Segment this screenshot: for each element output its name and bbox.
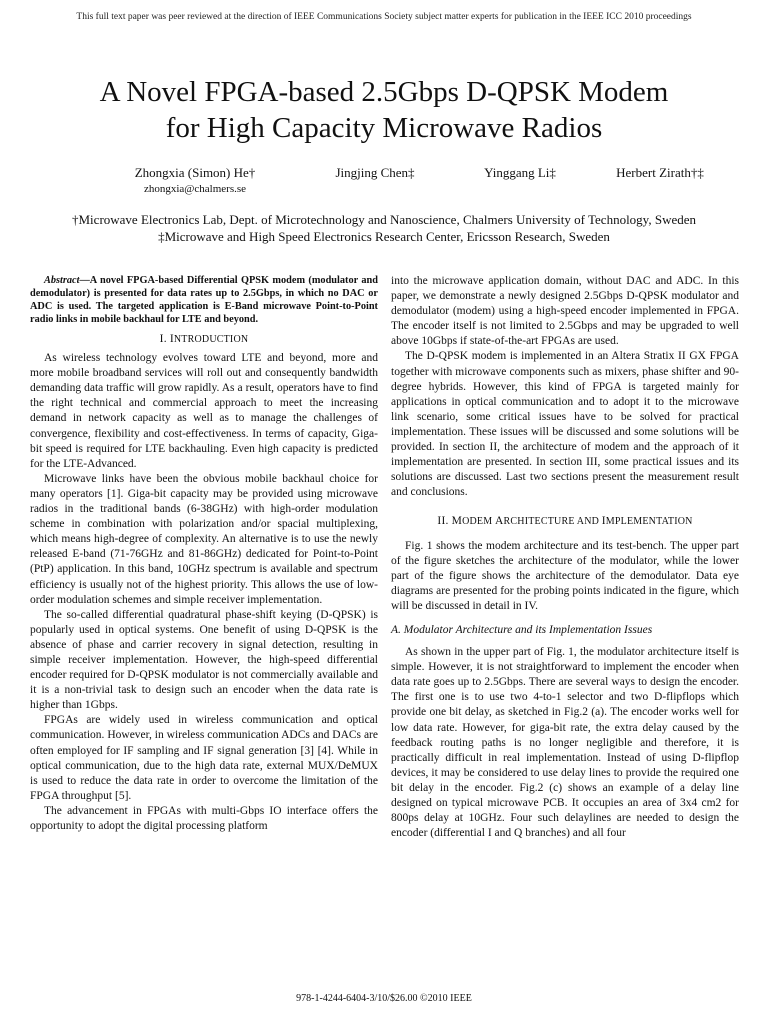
author-email: zhongxia@chalmers.se [143, 183, 247, 195]
right-column [391, 274, 739, 841]
author-list [0, 164, 768, 204]
paragraph: Fig. 1 shows the modem architecture and its test-bench. The upper part of the figure sketches the architecture of the modulator, while the lower part of the figure shows the architecture of the demodulator. Data eye diagrams are presented for the probing points indicated in the figure, which will be discussed in detail in IV. [391, 539, 739, 612]
paragraph: As shown in the upper part of Fig. 1, the modulator architecture itself is simple. However, it is not straightforward to implement the encoder when data rate goes up to 2.5Gbps. There are several ways to design the encoder. The first one is to use two 4-to-1 selector and two D-flipflops which provide one bit delay, as sketched in Fig.2 (a). The encoder works well for low data rate. However, for giga-bit rate, the extra delay caused by the feedback routing paths is no longer negligible and therefore, it is practically difficult in real implementation. Instead of using D-flipflop devices, it may be considered to use delay lines to provide the required one bit delay in the encoder. Fig.2 (c) shows an example of a delay line designed on typical microwave PCB. It occupies an area of 3x4 cm2 for 800ps delay at 10GHz. Four such delaylines are needed to design the encoder (differential I and Q branches) and all four [391, 646, 739, 840]
affiliation-1: †Microwave Electronics Lab, Dept. of Microtechnology and Nanoscience, Chalmers University of Technology, Sweden [72, 212, 696, 227]
section-heading-architecture: II. MODEM ARCHITECTURE AND IMPLEMENTATION [437, 515, 693, 528]
paragraph: The D-QPSK modem is implemented in an Altera Stratix II GX FPGA together with microwave components such as mixers, phase shifter and 90-degree hybrids. However, this kind of FPGA is targeted mainly for applications in optical communication and to adopt it to the microwave link scenario, some critical issues have to be solved for practical implementation. These issues will be discussed and some solutions will be provided. In section II, the architecture of modem and the approach of it implementation are presented. In section III, some practical issues and its solutions are discussed. Last two sections present the measurement result and conclusions. [391, 350, 739, 499]
left-column [30, 274, 378, 834]
author-name: Jingjing Chen‡ [335, 165, 415, 180]
paragraph: The advancement in FPGAs with multi-Gbps IO interface offers the opportunity to adopt the digital processing platform [30, 804, 378, 832]
section-heading-introduction: I. INTRODUCTION [159, 333, 249, 345]
paragraph: FPGAs are widely used in wireless communication and optical communication. However, in wireless communication ADCs and DACs are often employed for IF sampling and IF signal generation [3] [4]. While in optical communication, due to the high data rate, external MUX/DeMUX is used to reduce the data rate in order to overcome the limitation of the FPGA throughput [5]. [30, 714, 378, 802]
author-3 [455, 164, 585, 181]
header-note: This full text paper was peer reviewed at the direction of IEEE Communications Society subject matter experts for publication in the IEEE ICC 2010 proceedings [76, 12, 692, 22]
author-2 [300, 164, 450, 181]
author-name: Yinggang Li‡ [484, 165, 556, 180]
paper-title [40, 74, 728, 146]
title-line-1: A Novel FPGA-based 2.5Gbps D-QPSK Modem [99, 76, 669, 108]
subsection-heading-modulator: A. Modulator Architecture and its Implementation Issues [391, 623, 653, 636]
paragraph: The so-called differential quadratural phase-shift keying (D-QPSK) is popularly used in optical systems. One benefit of using D-QPSK is the absence of phase and carrier recovery in signal detection, resulting in simple receiver implementation. However, the high-speed differential encoder required for D-QPSK modulator is not commercially available and it is a non-trivial task to design such an encoder when the data rate is higher than 1Gbps. [30, 608, 378, 712]
author-name: Zhongxia (Simon) He† [134, 165, 256, 180]
title-line-2: for High Capacity Microwave Radios [165, 112, 603, 144]
paragraph: into the microwave application domain, without DAC and ADC. In this paper, we demonstrate a newly designed 2.5Gbps D-QPSK modulator and demodulator (modem) using a high-speed encoder implemented in FPGA. The encoder itself is not limited to 2.5Gbps and may be upgraded to well above 10Gbps if state-of-the-art FPGAs are used. [391, 275, 739, 348]
paragraph: As wireless technology evolves toward LTE and beyond, more and more mobile broadband services will roll out and consequently bandwidth demanding data traffic will grow rapidly. As a result, operators have to find the right technical and commercial approach to meet the increasing demand in network capacity as well as to manage the challenges of convergence, flexibility and cost-effectiveness. In terms of capacity, Giga-bit speed is required for LTE backhauling. Even high capacity is predicted for the LTE-Advanced. [30, 352, 378, 470]
author-name: Herbert Zirath†‡ [616, 165, 704, 180]
affiliation-2: ‡Microwave and High Speed Electronics Research Center, Ericsson Research, Sweden [158, 229, 610, 244]
author-4 [590, 164, 730, 181]
abstract-text: —A novel FPGA-based Differential QPSK modem (modulator and demodulator) is presented for data rates up to 2.5Gbps, in which no DAC or ADC is used. The targeted application is E-Band microwave Point-to-Point radio links in mobile backhaul for LTE and beyond. [30, 275, 378, 325]
abstract [30, 274, 378, 326]
author-1 [100, 164, 290, 198]
affiliations [20, 211, 748, 245]
paragraph: Microwave links have been the obvious mobile backhaul choice for many operators [1]. Giga-bit capacity may be provided using microwave radios in the traditional bands (6-38GHz) with high-order modulation scheme in combination with polarization and/or spacial multiplexing, which means high-degree of complexity. An alternative is to use the newly released E-band (71-76GHz and 81-86GHz) dedicated for Point-to-Point (PtP) application. In this band, 10GHz spectrum is available and spectrum efficiency is usually not of the highest priority. This allows the use of low-order modulation schemes and simple receiver implementation. [30, 472, 378, 606]
footer-copyright: 978-1-4244-6404-3/10/$26.00 ©2010 IEEE [296, 993, 472, 1004]
abstract-lead: Abstract [44, 275, 80, 286]
